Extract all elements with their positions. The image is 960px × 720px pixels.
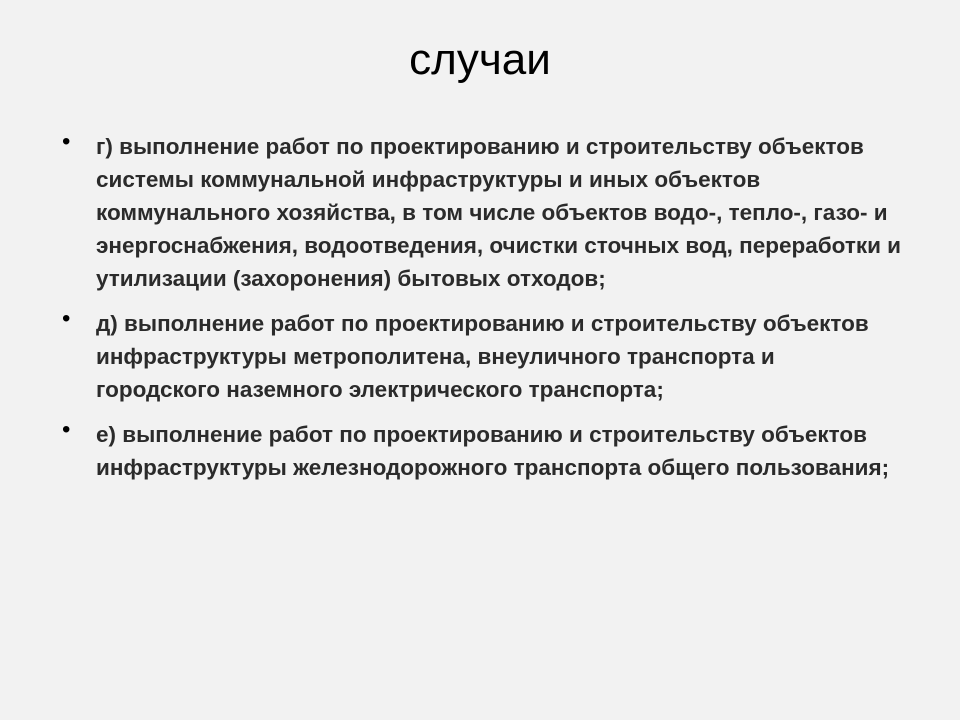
bullet-point-icon: • [62, 128, 71, 155]
bullet-item-d [62, 307, 902, 406]
bullet-text-g: г) выполнение работ по проектированию и строительству объектов системы коммунальной инфраструктуры и иных объектов коммунального хозяйства, в том числе объектов водо-, тепло-, газо- и энергоснабжения, водоотведения, очистки сточных вод, переработки и утилизации (захоронения) бытовых отходов; [96, 134, 902, 291]
bullet-item-g [62, 130, 902, 295]
bullet-item-e [62, 418, 902, 484]
bullet-point-icon: • [62, 416, 71, 443]
bullet-list [62, 130, 902, 496]
slide-title: случаи [409, 35, 551, 84]
bullet-point-icon: • [62, 305, 71, 332]
bullet-text-e: е) выполнение работ по проектированию и строительству объектов инфраструктуры железнодорожного транспорта общего пользования; [96, 422, 890, 480]
bullet-text-d: д) выполнение работ по проектированию и строительству объектов инфраструктуры метрополитена, внеуличного транспорта и городского наземного электрического транспорта; [96, 311, 869, 402]
